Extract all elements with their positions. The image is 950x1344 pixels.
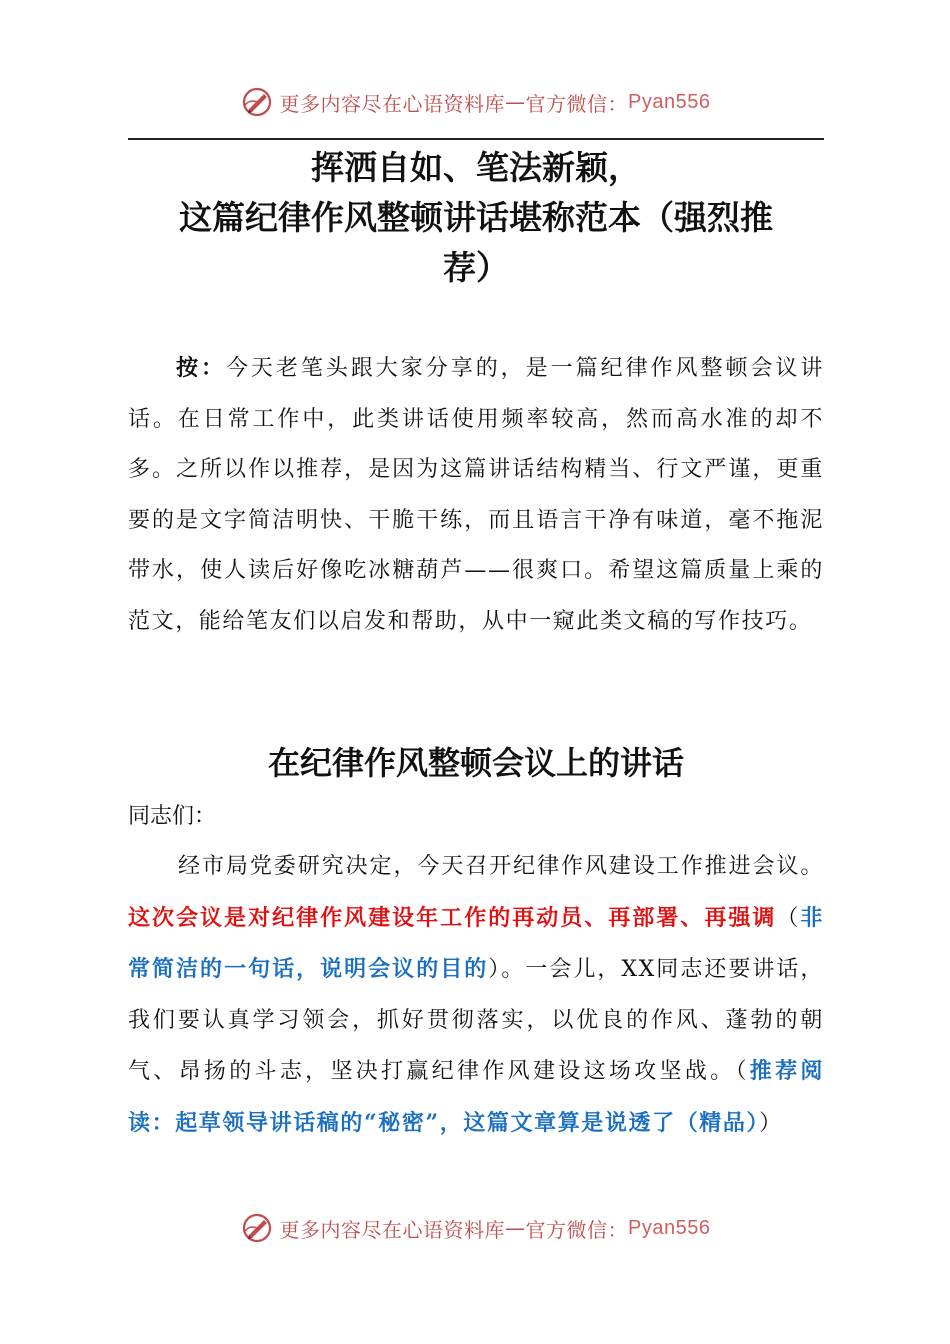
p1-paren-open: （: [776, 905, 801, 931]
p1-recommended-link[interactable]: 推荐阅读：起草领导讲话稿的“秘密”，这篇文章算是说透了（精品）: [128, 1058, 824, 1136]
title-line-3: 荐）: [443, 248, 509, 287]
pen-logo-icon: [240, 85, 274, 119]
p1-emphasis: 这次会议是对纪律作风建设年工作的再动员、再部署、再强调: [128, 904, 777, 931]
salutation: 同志们：: [128, 804, 217, 829]
title-line-1: 挥洒自如、笔法新颖，: [311, 148, 641, 187]
p1-paren-close-2: ）: [759, 1110, 783, 1136]
watermark-official-label: 官方微信：: [525, 1217, 629, 1242]
pen-logo-icon: [240, 1211, 274, 1245]
intro-label: 按：: [176, 355, 226, 381]
speech-title: 在纪律作风整顿会议上的讲话: [267, 744, 684, 782]
footer-watermark: [0, 1206, 950, 1250]
intro-paragraph: [128, 343, 824, 647]
watermark-text: 更多内容尽在心语资料库: [279, 1217, 506, 1242]
watermark-official-label: 官方微信：: [525, 91, 629, 116]
header-divider: [128, 138, 824, 140]
title-line-2: 这篇纪律作风整顿讲话堪称范本（强烈推: [179, 198, 773, 237]
p1-paren-close: ）。: [488, 957, 526, 982]
watermark-wechat-id: Pyan556: [628, 90, 711, 113]
p1-paren-open-2: （: [735, 1059, 750, 1084]
watermark-wechat-id: Pyan556: [628, 1216, 711, 1239]
watermark-separator: —: [505, 90, 526, 114]
p1-text-b: 一会儿，XX同志还要讲话，我们要认真学习领会，抓好贯彻落实，以优良的作风、蓬勃的朝气、昂扬的斗志，坚决打赢纪律作风建设这场攻坚战。: [128, 957, 825, 1084]
header-watermark: [0, 80, 950, 124]
speech-paragraph-1: [128, 842, 824, 1149]
article-title: [128, 143, 824, 293]
p1-comment: 非常简洁的一句话，说明会议的目的: [128, 904, 824, 982]
p1-text-a: 经市局党委研究决定，今天召开纪律作风建设工作推进会议。: [178, 854, 824, 879]
watermark-separator: —: [505, 1216, 526, 1240]
intro-text: 今天老笔头跟大家分享的，是一篇纪律作风整顿会议讲话。在日常工作中，此类讲话使用频率较高，然而高水准的却不多。之所以作以推荐，是因为这篇讲话结构精当、行文严谨，更重要的是文字简洁明快、干脆干练，而且语言干净有味道，毫不拖泥带水，使人读后好像吃冰糖葫芦——很爽口。希望这篇质量上乘的范文，能给笔友们以启发和帮助，从中一窥此类文稿的写作技巧。: [128, 356, 824, 634]
watermark-text: 更多内容尽在心语资料库: [279, 91, 506, 116]
